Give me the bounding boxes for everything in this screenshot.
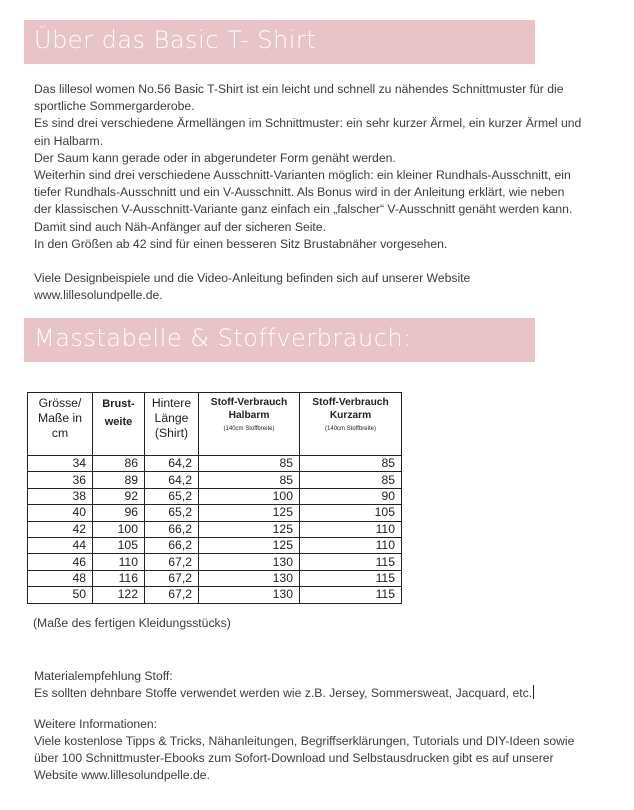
table-row (28, 521, 402, 537)
table-row (28, 537, 402, 553)
cell-chest: 105 (93, 537, 145, 553)
intro-line: Weiterhin sind drei verschiedene Ausschnitt-Varianten möglich: ein kleiner Rundhals-Ausschnitt, ein (34, 168, 571, 183)
cell-size: 44 (28, 537, 93, 553)
table-row (28, 456, 402, 472)
cell-chest: 116 (93, 570, 145, 586)
material-section (34, 668, 534, 702)
website-text: Viele Designbeispiele und die Video-Anleitung befinden sich auf unserer Website (34, 271, 471, 286)
cell-back: 66,2 (145, 537, 199, 553)
cell-chest: 122 (93, 587, 145, 603)
table-row (28, 505, 402, 521)
cell-size: 40 (28, 505, 93, 521)
table-note: (Maße des fertigen Kleidungsstücks) (33, 616, 231, 630)
cell-chest: 89 (93, 472, 145, 488)
cell-fabric-short: 115 (300, 554, 402, 570)
intro-line: tiefer Rundhals-Ausschnitt und ein V-Ausschnitt. Als Bonus wird in der Anleitung erklärt, wie neben (34, 185, 565, 200)
info-line: Website www.lillesolundpelle.de. (34, 768, 210, 782)
cell-size: 48 (28, 570, 93, 586)
header-back-length: Hintere Länge (Shirt) (145, 393, 199, 456)
cell-fabric-half: 100 (199, 488, 300, 504)
cell-back: 65,2 (145, 488, 199, 504)
cell-fabric-short: 110 (300, 521, 402, 537)
size-table (27, 392, 402, 604)
info-line: Viele kostenlose Tipps & Tricks, Nähanleitungen, Begriffserklärungen, Tutorials und DIY-Ideen sowie (34, 734, 575, 748)
intro-text (34, 81, 594, 304)
header-size: Grösse/ Maße in cm (28, 393, 93, 456)
cell-fabric-short: 110 (300, 537, 402, 553)
intro-line: Der Saum kann gerade oder in abgerundeter Form genäht werden. (34, 150, 396, 165)
intro-line: Es sind drei verschiedene Ärmellängen im Schnittmuster: ein sehr kurzer Ärmel, ein kurzer Ärmel und (34, 116, 582, 131)
cell-fabric-half: 130 (199, 554, 300, 570)
cell-chest: 92 (93, 488, 145, 504)
cell-fabric-half: 125 (199, 521, 300, 537)
cell-size: 38 (28, 488, 93, 504)
intro-line: Damit sind auch Näh-Anfänger auf der sicheren Seite. (34, 219, 326, 234)
cell-chest: 100 (93, 521, 145, 537)
table-row (28, 570, 402, 586)
table-row (28, 472, 402, 488)
table-row (28, 554, 402, 570)
cell-back: 67,2 (145, 587, 199, 603)
material-text[interactable]: Es sollten dehnbare Stoffe verwendet werden wie z.B. Jersey, Sommersweat, Jacquard, etc. (34, 686, 533, 700)
section-title-table: Masstabelle & Stoffverbrauch: (34, 324, 412, 352)
cell-size: 36 (28, 472, 93, 488)
intro-line: ein Halbarm. (34, 133, 104, 148)
material-title: Materialempfehlung Stoff: (34, 669, 173, 683)
cell-back: 64,2 (145, 456, 199, 472)
cell-fabric-short: 85 (300, 472, 402, 488)
cell-fabric-half: 125 (199, 505, 300, 521)
info-line: über 100 Schnittmuster-Ebooks zum Sofort-Download und Selbstausdrucken gibt es auf unserer (34, 751, 554, 765)
cell-back: 65,2 (145, 505, 199, 521)
section-title-about: Über das Basic T- Shirt (34, 26, 317, 54)
cell-fabric-short: 90 (300, 488, 402, 504)
cell-size: 34 (28, 456, 93, 472)
table-row (28, 488, 402, 504)
header-fabric-half: Stoff-Verbrauch Halbarm (140cm Stoffbreite) (199, 393, 300, 456)
header-fabric-short: Stoff-Verbrauch Kurzarm (140cm Stoffbreite) (300, 393, 402, 456)
intro-line: sportliche Sommergarderobe. (34, 99, 195, 114)
cell-size: 42 (28, 521, 93, 537)
info-section (34, 716, 614, 784)
intro-line: Das lillesol women No.56 Basic T-Shirt ist ein leicht und schnell zu nähendes Schnittmuster für die (34, 82, 564, 96)
cell-size: 46 (28, 554, 93, 570)
header-chest: Brust- weite (93, 393, 145, 456)
intro-line: In den Größen ab 42 sind für einen besseren Sitz Brustabnäher vorgesehen. (34, 236, 448, 251)
cell-chest: 96 (93, 505, 145, 521)
cell-back: 66,2 (145, 521, 199, 537)
intro-line: der klassischen V-Ausschnitt-Variante ganz einfach ein „falscher“ V-Ausschnitt genäht werden kann. (34, 202, 573, 217)
section-banner-about (24, 20, 535, 64)
website-link[interactable]: www.lillesolundpelle.de. (34, 288, 163, 303)
cell-back: 67,2 (145, 570, 199, 586)
table-header-row (28, 393, 402, 456)
table-row (28, 587, 402, 603)
cell-back: 67,2 (145, 554, 199, 570)
cell-fabric-half: 125 (199, 537, 300, 553)
cell-back: 64,2 (145, 472, 199, 488)
cell-fabric-short: 105 (300, 505, 402, 521)
cell-fabric-short: 115 (300, 587, 402, 603)
info-title: Weitere Informationen: (34, 717, 158, 731)
cell-chest: 86 (93, 456, 145, 472)
cell-fabric-short: 115 (300, 570, 402, 586)
cell-fabric-half: 85 (199, 456, 300, 472)
cell-size: 50 (28, 587, 93, 603)
cell-fabric-half: 130 (199, 570, 300, 586)
cell-chest: 110 (93, 554, 145, 570)
cell-fabric-short: 85 (300, 456, 402, 472)
cell-fabric-half: 130 (199, 587, 300, 603)
section-banner-table (24, 318, 535, 362)
cell-fabric-half: 85 (199, 472, 300, 488)
text-cursor (533, 685, 534, 699)
